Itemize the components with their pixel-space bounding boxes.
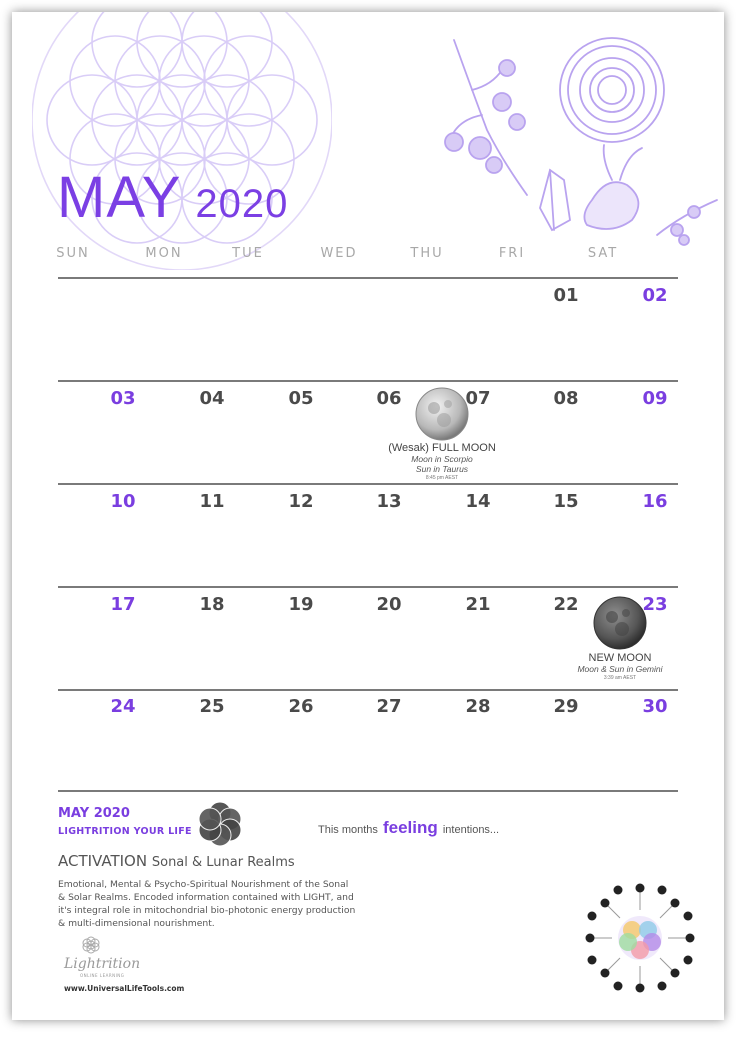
botanical-illustration-icon bbox=[432, 30, 722, 250]
day-cell: 08 bbox=[553, 388, 579, 409]
day-cell: 10 bbox=[110, 491, 136, 512]
activation-description: Emotional, Mental & Psycho-Spiritual Nourishment of the Sonal & Solar Realms. Encoded information contained with LIGHT, and it's integral role in mitochondrial bio-photonic energy production & multi-dimensional nourishment. bbox=[58, 879, 356, 929]
feeling-intentions bbox=[318, 818, 499, 838]
weekday-mon: MON bbox=[145, 246, 183, 261]
day-cell: 21 bbox=[465, 594, 491, 615]
row-divider bbox=[58, 689, 678, 691]
day-cell: 23 bbox=[642, 594, 668, 615]
new-moon-time: 3:39 am AEST bbox=[603, 675, 637, 681]
new-moon-note bbox=[560, 652, 680, 681]
row-divider bbox=[58, 483, 678, 485]
row-divider bbox=[58, 277, 678, 279]
day-cell: 15 bbox=[553, 491, 579, 512]
day-cell: 24 bbox=[110, 696, 136, 717]
feeling-suffix: intentions... bbox=[442, 824, 500, 836]
footer-title: MAY 2020 bbox=[58, 806, 130, 821]
row-divider bbox=[58, 790, 678, 792]
day-cell: 09 bbox=[642, 388, 668, 409]
month-name: MAY bbox=[57, 165, 182, 230]
day-cell: 02 bbox=[642, 285, 668, 306]
day-cell: 03 bbox=[110, 388, 136, 409]
day-cell: 14 bbox=[465, 491, 491, 512]
weekday-tue: TUE bbox=[232, 246, 264, 261]
day-cell: 25 bbox=[199, 696, 225, 717]
seed-of-life-icon bbox=[192, 796, 248, 852]
weekday-sat: SAT bbox=[587, 246, 619, 261]
day-cell: 17 bbox=[110, 594, 136, 615]
month-year: 2020 bbox=[195, 182, 289, 226]
website-url: www.UniversalLifeTools.com bbox=[64, 984, 185, 993]
row-divider bbox=[58, 380, 678, 382]
day-cell: 28 bbox=[465, 696, 491, 717]
weekday-wed: WED bbox=[320, 246, 358, 261]
day-cell: 30 bbox=[642, 696, 668, 717]
day-cell: 01 bbox=[553, 285, 579, 306]
day-cell: 12 bbox=[288, 491, 314, 512]
feeling-prefix: This months bbox=[318, 824, 378, 836]
day-cell: 04 bbox=[199, 388, 225, 409]
new-moon-title: NEW MOON bbox=[588, 652, 652, 664]
month-title bbox=[57, 164, 288, 231]
full-moon-title: (Wesak) FULL MOON bbox=[388, 442, 496, 454]
weekday-sun: SUN bbox=[56, 246, 90, 261]
full-moon-note bbox=[372, 442, 512, 481]
activation-heading bbox=[58, 852, 295, 870]
day-cell: 16 bbox=[642, 491, 668, 512]
row-divider bbox=[58, 586, 678, 588]
full-moon-time: 8:45 pm AEST bbox=[425, 475, 459, 481]
weekday-fri: FRI bbox=[498, 246, 526, 261]
weekday-thu: THU bbox=[410, 246, 444, 261]
new-moon-icon bbox=[592, 595, 648, 651]
logo-subtext: ONLINE LEARNING bbox=[80, 973, 125, 978]
lightrition-logo-icon bbox=[80, 934, 102, 956]
day-cell: 18 bbox=[199, 594, 225, 615]
day-cell: 11 bbox=[199, 491, 225, 512]
day-cell: 06 bbox=[376, 388, 402, 409]
logo-text: Lightrition bbox=[64, 956, 141, 972]
full-moon-line2: Sun in Taurus bbox=[415, 464, 469, 474]
day-cell: 07 bbox=[465, 388, 491, 409]
calendar-page bbox=[12, 12, 724, 1020]
full-moon-line1: Moon in Scorpio bbox=[411, 454, 473, 464]
day-cell: 26 bbox=[288, 696, 314, 717]
flower-of-life-icon bbox=[32, 12, 332, 270]
day-cell: 19 bbox=[288, 594, 314, 615]
feeling-word: feeling bbox=[382, 818, 438, 837]
chakra-wheel-icon bbox=[580, 878, 700, 998]
footer-subtitle: LIGHTRITION YOUR LIFE bbox=[58, 826, 192, 837]
day-cell: 05 bbox=[288, 388, 314, 409]
activation-rest: Sonal & Lunar Realms bbox=[151, 855, 295, 870]
day-cell: 29 bbox=[553, 696, 579, 717]
day-cell: 13 bbox=[376, 491, 402, 512]
new-moon-line1: Moon & Sun in Gemini bbox=[577, 664, 663, 674]
full-moon-icon bbox=[414, 386, 470, 442]
day-cell: 27 bbox=[376, 696, 402, 717]
day-cell: 20 bbox=[376, 594, 402, 615]
activation-word: ACTIVATION bbox=[58, 852, 148, 870]
day-cell: 22 bbox=[553, 594, 579, 615]
